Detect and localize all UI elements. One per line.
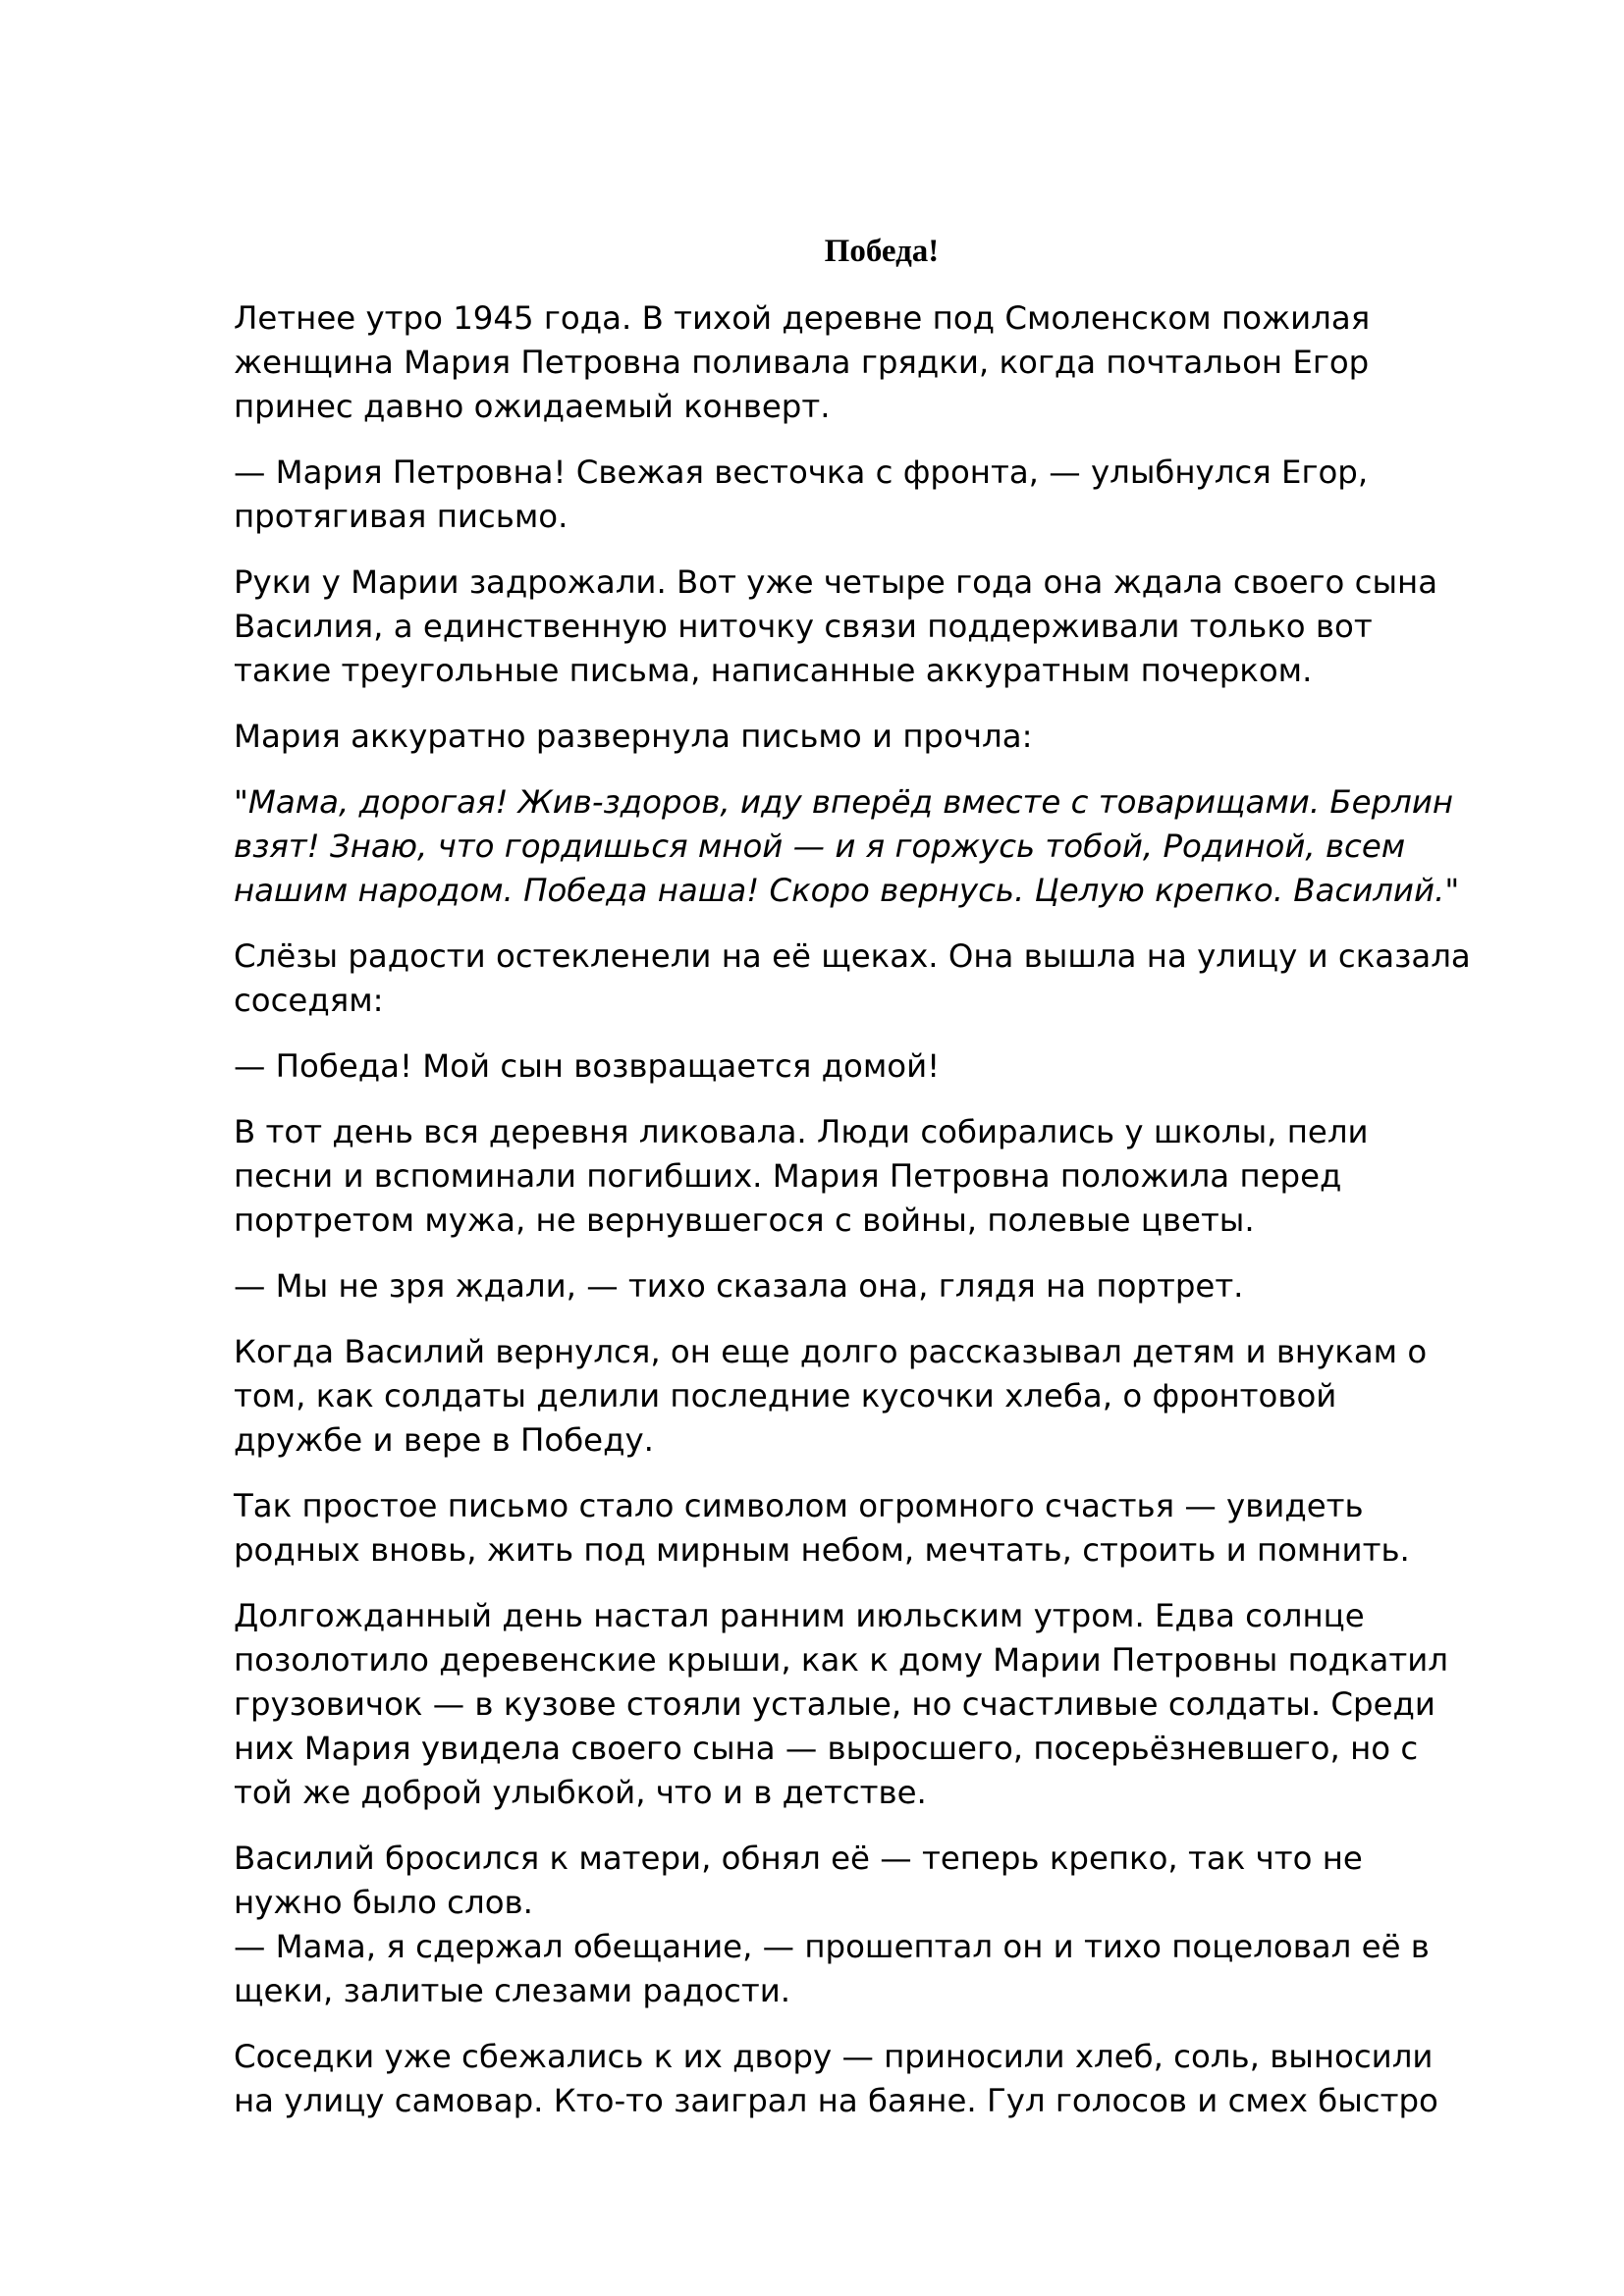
text-line: Слёзы радости остекленели на её щеках. Она вышла на улицу и сказала [234,937,1471,975]
close-quote-mark: " [1444,872,1460,909]
text-line: — Победа! Мой сын возвращается домой! [234,1047,941,1085]
paragraph-13 [234,1837,1530,2013]
text-line [234,780,1530,825]
paragraph-8 [234,1110,1530,1243]
text-line: женщина Мария Петровна поливала грядки, когда почтальон Егор [234,344,1370,381]
text-line: песни и вспоминали погибших. Мария Петровна положила перед [234,1157,1342,1195]
letter-text: Мама, дорогая! Жив-здоров, иду вперёд вместе с товарищами. Берлин [247,783,1454,821]
text-line: — Мария Петровна! Свежая весточка с фронта, — улыбнулся Егор, [234,454,1369,491]
text-line: соседям: [234,982,384,1019]
text-line [234,869,1530,913]
text-line: Так простое письмо стало символом огромного счастья — увидеть [234,1487,1364,1524]
paragraph-3 [234,561,1530,693]
text-line: Когда Василий вернулся, он еще долго рассказывал детям и внукам о [234,1333,1428,1370]
text-line: Василий бросился к матери, обнял её — теперь крепко, так что не [234,1840,1363,1877]
text-line: портретом мужа, не вернувшегося с войны, полевые цветы. [234,1201,1255,1239]
paragraph-9 [234,1264,1530,1308]
text-line: Василия, а единственную ниточку связи поддерживали только вот [234,608,1373,645]
letter-quote [234,780,1530,913]
document-body [234,230,1530,2145]
text-line: дружбе и вере в Победу. [234,1421,654,1459]
text-line: нужно было слов. [234,1884,533,1921]
letter-text: нашим народом. Победа наша! Скоро вернусь. Целую крепко. Василий. [234,872,1445,909]
text-line: Долгожданный день настал ранним июльским утром. Едва солнце [234,1597,1365,1634]
paragraph-12 [234,1594,1530,1815]
paragraph-14 [234,2035,1530,2123]
paragraph-11 [234,1484,1530,1573]
text-line: Мария аккуратно развернула письмо и прочла: [234,718,1033,755]
text-line: принес давно ожидаемый конверт. [234,388,831,425]
paragraph-6 [234,934,1530,1023]
text-line: той же доброй улыбкой, что и в детстве. [234,1774,927,1811]
open-quote-mark: " [234,783,248,821]
text-line: — Мы не зря ждали, — тихо сказала она, глядя на портрет. [234,1267,1244,1305]
text-line: Соседки уже сбежались к их двору — приносили хлеб, соль, выносили [234,2038,1434,2075]
text-line: них Мария увидела своего сына — выросшего, посерьёзневшего, но с [234,1730,1419,1767]
text-line: грузовичок — в кузове стояли усталые, но счастливые солдаты. Среди [234,1685,1435,1723]
letter-text: взят! Знаю, что гордишься мной — и я горжусь тобой, Родиной, всем [234,828,1406,865]
paragraph-7 [234,1044,1530,1089]
paragraph-10 [234,1330,1530,1463]
text-line: протягивая письмо. [234,498,568,535]
paragraph-2 [234,451,1530,539]
text-line: Руки у Марии задрожали. Вот уже четыре года она ждала своего сына [234,563,1438,601]
paragraph-1 [234,296,1530,429]
text-line: том, как солдаты делили последние кусочки хлеба, о фронтовой [234,1377,1337,1415]
text-line: позолотило деревенские крыши, как к дому Марии Петровны подкатил [234,1641,1449,1679]
paragraph-4 [234,715,1530,759]
text-line: — Мама, я сдержал обещание, — прошептал он и тихо поцеловал её в [234,1928,1430,1965]
text-line: Летнее утро 1945 года. В тихой деревне под Смоленском пожилая [234,299,1371,337]
text-line: на улицу самовар. Кто-то заиграл на баяне. Гул голосов и смех быстро [234,2082,1438,2119]
text-line: такие треугольные письма, написанные аккуратным почерком. [234,652,1313,689]
text-line: родных вновь, жить под мирным небом, мечтать, строить и помнить. [234,1531,1410,1569]
document-title: Победа! [824,234,940,269]
text-line: щеки, залитые слезами радости. [234,1972,791,2009]
text-line: В тот день вся деревня ликовала. Люди собирались у школы, пели [234,1113,1369,1150]
